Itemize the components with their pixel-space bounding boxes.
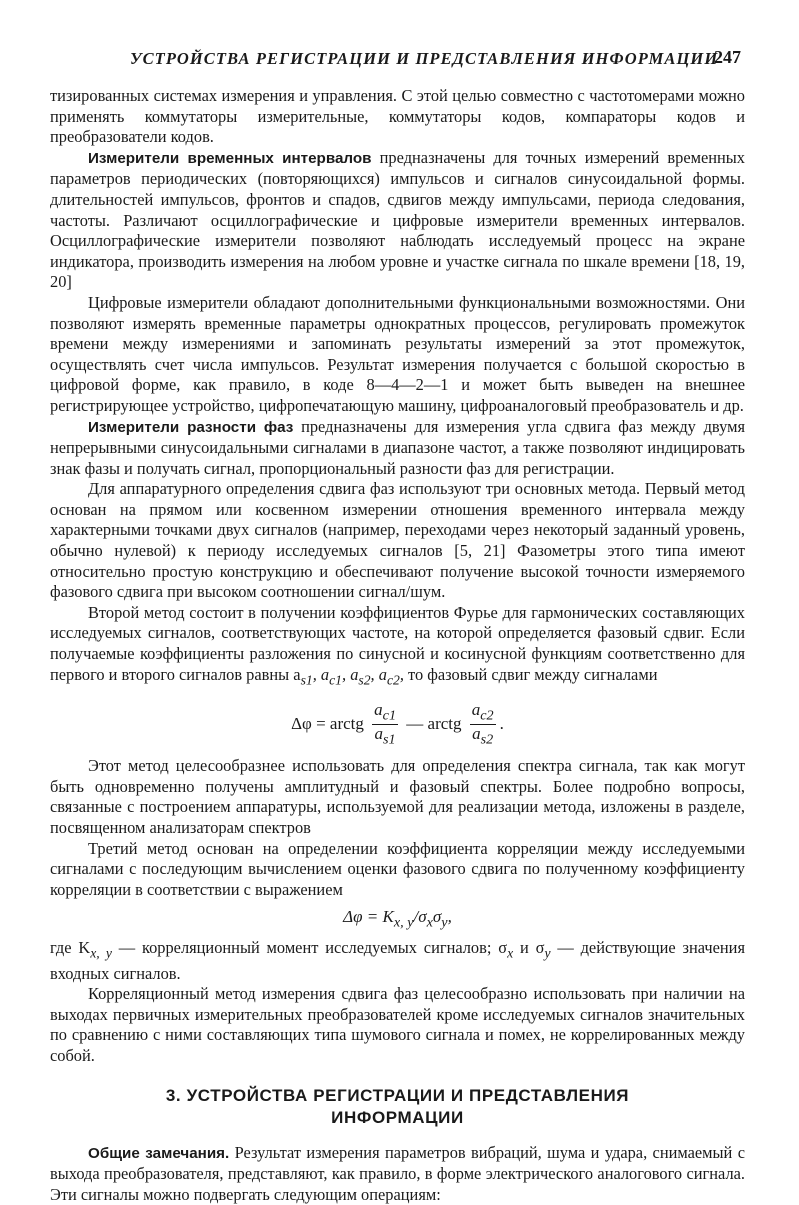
running-head: УСТРОЙСТВА РЕГИСТРАЦИИ И ПРЕДСТАВЛЕНИЯ ИНФОРМАЦИИ <box>130 49 719 68</box>
section-heading <box>50 1085 745 1129</box>
term-general-remarks: Общие замечания. <box>88 1144 230 1162</box>
paragraph-2-text: предназначены для точных измерений временных параметров периодических (повторяющихся) импульсов и сигналов синусоидальной формы. длительностей импульсов, фронтов и спадов, сдвигов между импульсами, периода следования, частоты. Различают осциллографические и цифровые измерители временных интервалов. Осциллографические измерители позволяют наблюдать исследуемый процесс на экране индикатора, производить измерения на любом уровне и участке сигнала по шкале времени [18, 19, 20] <box>50 147 746 292</box>
section-heading-line-1: 3. УСТРОЙСТВА РЕГИСТРАЦИИ И ПРЕДСТАВЛЕНИЯ <box>165 1085 630 1105</box>
paragraph-6: Второй метод состоит в получении коэффициентов Фурье для гармонических составляющих исследуемых сигналов, соответствующих частоте, на которой определяется фазовый сдвиг. Если получаемые коэффициенты разложения по синусной и косинусной функциям соответственно для первого и второго сигналов равны $a_{s1}$, $a_{c1}$, $a_{s2}$, $a_{c2}$, то фазовый сдвиг между сигналами <box>50 602 745 687</box>
paragraph-4 <box>50 417 745 480</box>
paragraph-2 <box>50 148 745 293</box>
formula-lhs: Δφ = arctg <box>291 713 364 733</box>
paragraph-11-text: Результат измерения параметров вибраций, шума и удара, снимаемый с выхода преобразователя, представляют, как правило, в форме электрического аналогового сигнала. Эти сигналы можно подвергать следующим операциям: <box>50 1142 745 1204</box>
p9-part-b: — корреляционный момент исследуемых сигналов; σ <box>111 937 508 957</box>
p9-part-d: — действующие значения входных сигналов. <box>50 937 745 983</box>
formula-minus: — arctg <box>406 713 462 733</box>
fraction-1-denominator: $a_{s1}$ <box>374 723 396 748</box>
paragraph-8: Третий метод основан на определении коэффициента корреляции между исследуемыми сигналами с последующим вычислением оценки фазового сдвига по полученному коэффициенту корреляции в соответствии с выражением <box>50 838 745 899</box>
paragraph-10: Корреляционный метод измерения сдвига фаз целесообразно использовать при наличии на выходах первичных измерительных преобразователей кроме исследуемых сигналов значительных по сравнению с ними составляющих типа шумового сигнала и помех, не коррелированных между собой. <box>50 984 745 1066</box>
term-time-interval-meters: Измерители временных интервалов <box>88 149 372 167</box>
section-heading-line-2: ИНФОРМАЦИИ <box>331 1107 464 1127</box>
fraction-1 <box>372 701 398 749</box>
p9-part-c: и σ <box>513 937 545 957</box>
body-text <box>50 86 745 1205</box>
fraction-2-numerator: $a_{c2}$ <box>471 699 494 723</box>
fraction-2-denominator: $a_{s2}$ <box>472 723 494 748</box>
fraction-1-numerator: $a_{c1}$ <box>374 699 397 723</box>
p9-part-a: где K <box>50 937 91 957</box>
paragraph-6-tail: то фазовый сдвиг между сигналами <box>403 664 658 684</box>
paragraph-1: тизированных системах измерения и управления. С этой целью совместно с частотомерами можно применять коммутаторы измерительные, коммутаторы кодов, компараторы кодов и преобразователи кодов. <box>50 86 745 147</box>
paragraph-3: Цифровые измерители обладают дополнительными функциональными возможностями. Они позволяют измерять временные параметры однократных процессов, регулировать промежуток времени между измерениями и запоминать результаты измерений за этот промежуток, осуществлять счет числа импульсов. Результат измерения получается с большой скоростью в цифровой форме, как правило, в коде 8—4—2—1 и может быть выведен на внешнее регистрирующее устройство, цифропечатающую машину, цифроаналоговый преобразователь и др. <box>50 292 745 415</box>
phase-difference-formula: Δφ = arctg $\frac{a_{c1}}{a_{s1}}$ — arctg $\frac{a_{c2}}{a_{s2}}$ . <box>291 699 504 748</box>
page-number: 247 <box>714 47 741 67</box>
paragraph-7: Этот метод целесообразнее использовать для определения спектра сигнала, так как могут быть одновременно получены амплитудный и фазовый спектры. Более подробно вопросы, связанные с построением аппаратуры, используемой для реализации метода, изложены в разделе, посвященном анализаторам спектров <box>50 756 745 838</box>
term-phase-meters: Измерители разности фаз <box>88 418 294 436</box>
paragraph-6-text: Второй метод состоит в получении коэффициентов Фурье для гармонических составляющих исследуемых сигналов, соответствующих частоте, на которой определяется фазовый сдвиг. Если получаемые коэффициенты разложения по синусной и косинусной функциям соответственно для первого и второго сигналов равны a <box>50 602 745 684</box>
fraction-2 <box>470 701 496 749</box>
paragraph-5: Для аппаратурного определения сдвига фаз используют три основных метода. Первый метод основан на прямом или косвенном измерении отношения временного интервала между характерными точками двух сигналов (например, переходами через некоторый заданный уровень, обычно нулевой) к периоду исследуемых сигналов [5, 21] Фазометры этого типа имеют относительно простую конструкцию и обеспечивают получение высокой точности измеряемого фазового сдвига при высоком соотношении сигнал/шум. <box>50 479 745 602</box>
correlation-formula: $\Delta\varphi = K_{x, y}/\sigma_x\sigma_y$, <box>343 907 452 931</box>
paragraph-4-text: предназначены для измерения угла сдвига фаз между двумя непрерывными синусоидальными сигналами в диапазоне частот, а также позволяют индицировать знак фазы и получать сигнал, пропорциональный разности фаз для регистрации. <box>50 416 745 478</box>
paragraph-9: где $K_{x, y}$ — корреляционный момент исследуемых сигналов; $\sigma_x$ и $\sigma_y$ — действующие значения входных сигналов. <box>50 937 745 983</box>
paragraph-11 <box>50 1143 745 1205</box>
